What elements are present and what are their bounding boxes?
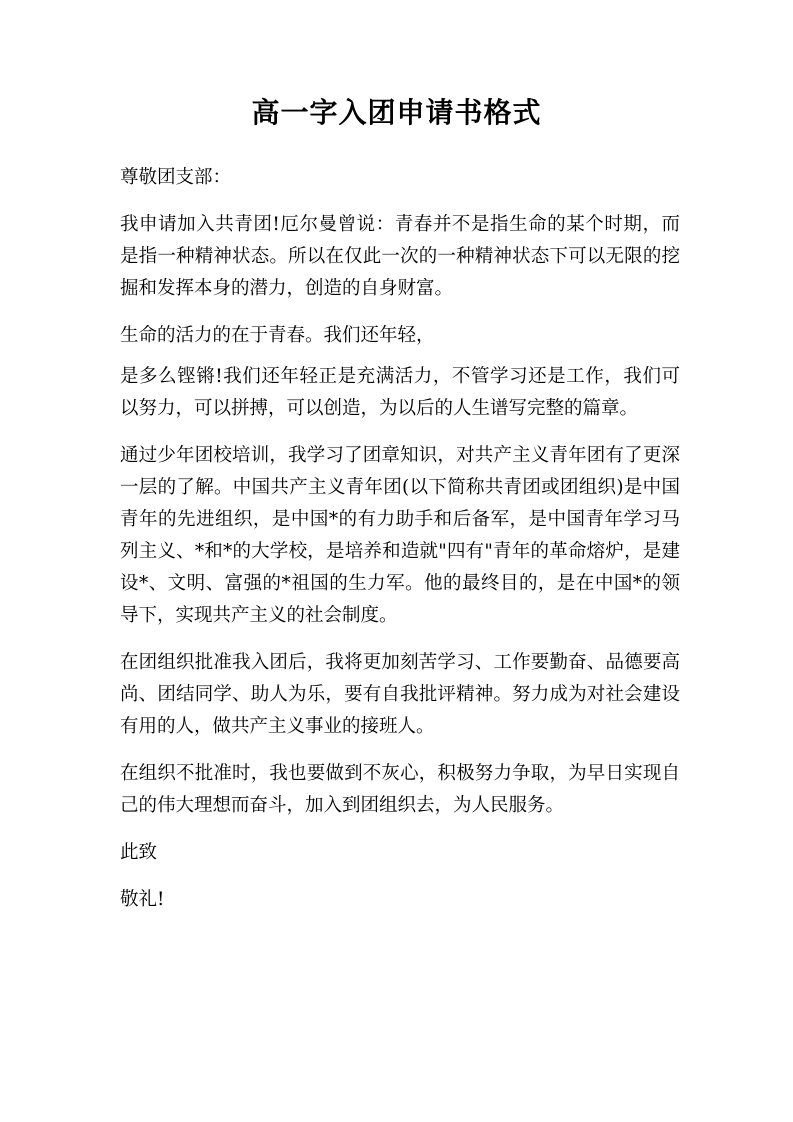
- regards: 敬礼!: [120, 889, 165, 910]
- closing: 此致: [120, 842, 158, 863]
- paragraph: 通过少年团校培训，我学习了团章知识，对共产主义青年团有了更深一层的了解。中国共产主义青年团(以下简称共青团或团组织)是中国青年的先进组织，是中国*的有力助手和后备军，是中国青年学习马列主义、*和*的大学校，是培养和造就"四有"青年的革命熔炉，是建设*、文明、富强的*祖国的生力军。他的最终目的，是在中国*的领导下，实现共产主义的社会制度。: [120, 445, 680, 626]
- document-body: [120, 162, 680, 931]
- paragraph: 我申请加入共青团!厄尔曼曾说：青春并不是指生命的某个时期，而是指一种精神状态。所以在仅此一次的一种精神状态下可以无限的挖掘和发挥本身的潜力，创造的自身财富。: [120, 214, 680, 299]
- paragraph: 是多么铿锵!我们还年轻正是充满活力，不管学习还是工作，我们可以努力，可以拼搏，可以创造，为以后的人生谱写完整的篇章。: [120, 366, 680, 419]
- salutation: 尊敬团支部：: [120, 167, 232, 188]
- paragraph: 在组织不批准时，我也要做到不灰心，积极努力争取，为早日实现自己的伟大理想而奋斗，加入到团组织去，为人民服务。: [120, 763, 680, 816]
- document-title: 高一字入团申请书格式: [251, 96, 542, 129]
- paragraph: 在团组织批准我入团后，我将更加刻苦学习、工作要勤奋、品德要高尚、团结同学、助人为乐，要有自我批评精神。努力成为对社会建设有用的人，做共产主义事业的接班人。: [120, 652, 680, 737]
- paragraph: 生命的活力的在于青春。我们还年轻，: [120, 325, 435, 346]
